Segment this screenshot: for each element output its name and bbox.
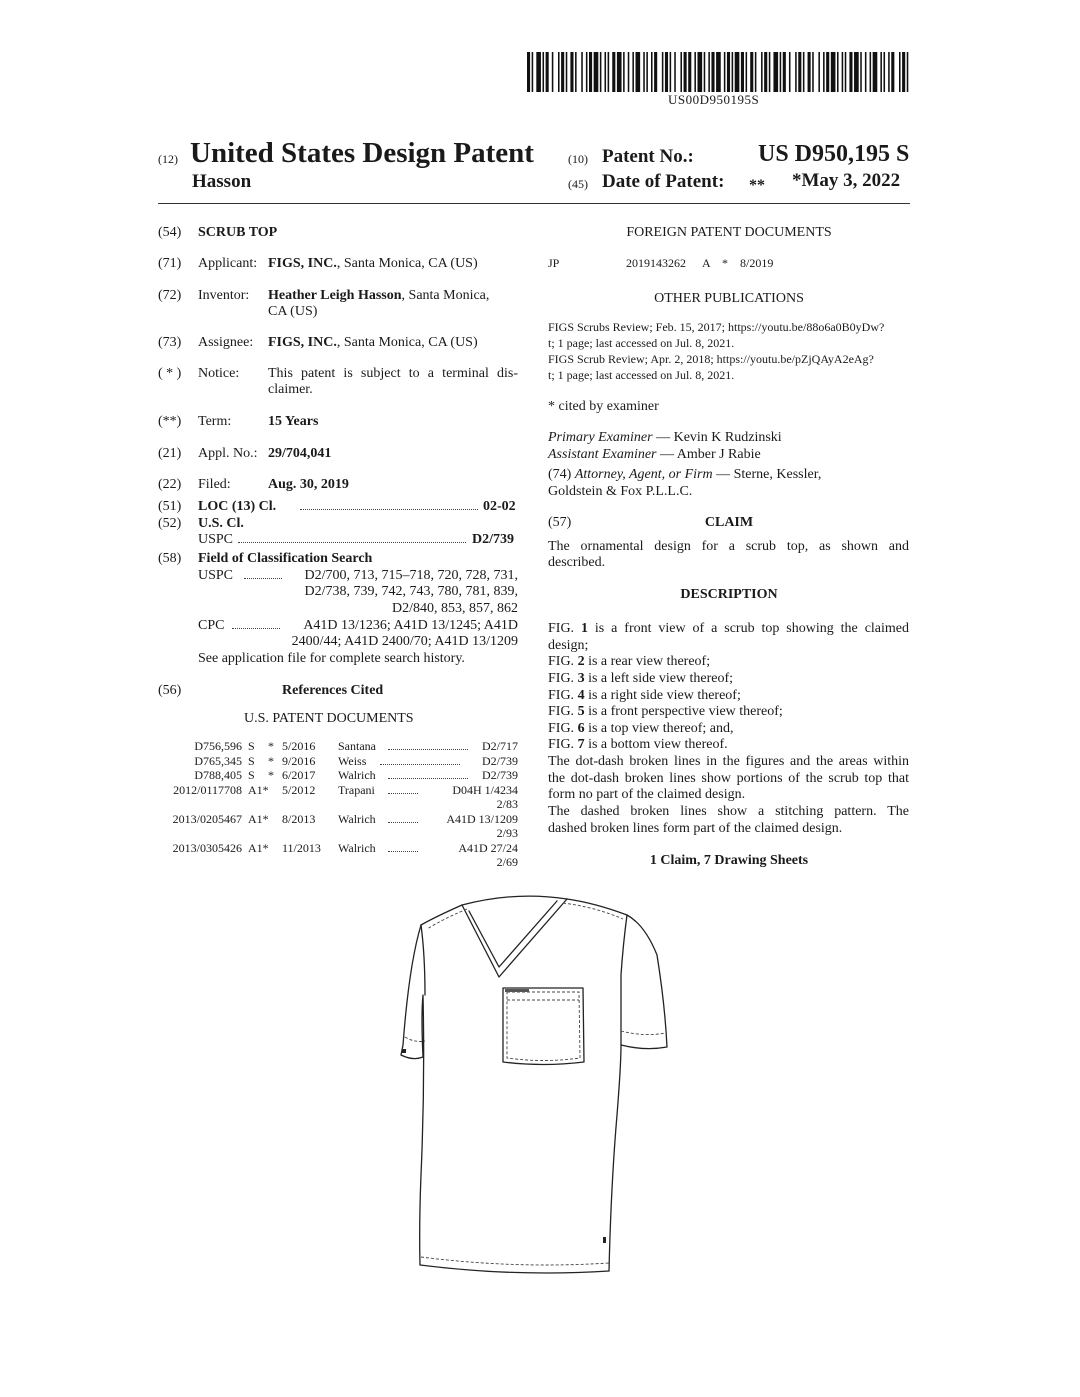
barcode-bar xyxy=(665,52,668,92)
field-51-code: (51) xyxy=(158,499,182,514)
header-rule xyxy=(158,203,910,204)
barcode-bar xyxy=(711,52,714,92)
ref-class: D2/739 xyxy=(482,768,518,782)
shirt-right-armhole xyxy=(621,915,627,1045)
shirt-left-side xyxy=(420,995,424,1265)
ref-date: 11/2013 xyxy=(282,840,321,855)
publication-line: t; 1 page; last accessed on Jul. 8, 2021. xyxy=(548,336,735,350)
barcode-bar xyxy=(780,52,782,92)
description-line: FIG. 3 is a left side view thereof; xyxy=(548,670,734,686)
description-line: the dot-dash broken lines show portions of the scrub top that xyxy=(548,770,909,786)
ref-date: 8/2013 xyxy=(282,811,316,826)
filed-label: Filed: xyxy=(198,477,231,492)
barcode-bar xyxy=(543,52,545,92)
ref-date: 5/2016 xyxy=(282,739,316,753)
barcode-bar xyxy=(589,52,592,92)
barcode-bar xyxy=(643,52,645,92)
shirt-right-sleeve xyxy=(621,915,667,1049)
field-58-code: (58) xyxy=(158,551,182,566)
term-code: (**) xyxy=(158,414,182,429)
ref-kind: A1* xyxy=(248,811,269,826)
barcode-bar xyxy=(716,52,721,92)
leader-dots xyxy=(388,793,418,794)
ref-star: * xyxy=(268,739,274,753)
ref-star: * xyxy=(268,753,274,768)
ref-name: Santana xyxy=(338,739,376,753)
description-line: form no part of the claimed design. xyxy=(548,787,746,803)
barcode-bar xyxy=(600,52,602,92)
patent-number: US D950,195 S xyxy=(758,141,910,167)
patent-no-label: Patent No.: xyxy=(602,146,694,167)
shirt-front-v-neck xyxy=(462,899,567,977)
foreign-date: 8/2019 xyxy=(740,256,774,270)
appl-no-value: 29/704,041 xyxy=(268,446,332,461)
leader-dots xyxy=(380,764,460,765)
attorney: (74) Attorney, Agent, or Firm — Sterne, Kessler, xyxy=(548,467,822,482)
barcode-bar xyxy=(732,52,734,92)
description-line: dashed broken lines form part of the claimed design. xyxy=(548,820,843,836)
barcode-bar xyxy=(845,52,847,92)
inventor-label: Inventor: xyxy=(198,288,250,303)
barcode-bar xyxy=(694,52,696,92)
barcode-bar xyxy=(812,52,814,92)
barcode-bar xyxy=(724,52,726,92)
ref-number: 2013/0205467 xyxy=(172,811,242,826)
barcode-bar xyxy=(795,52,797,92)
barcode-bar xyxy=(854,52,859,92)
foreign-star: * xyxy=(722,256,728,270)
barcode-bar xyxy=(831,52,836,92)
barcode-bar xyxy=(704,52,706,92)
claim-title: CLAIM xyxy=(704,515,754,530)
inventor-value: Heather Leigh Hasson, Santa Monica, xyxy=(268,288,490,303)
scrub-top-drawing xyxy=(395,885,685,1285)
barcode-bar xyxy=(558,52,560,92)
shirt-left-sleeve xyxy=(401,925,423,1059)
barcode-bar xyxy=(688,52,691,92)
barcode-bar xyxy=(884,52,886,92)
description-line: FIG. 6 is a top view thereof; and, xyxy=(548,720,734,736)
barcode-bar xyxy=(674,52,676,92)
shirt-pocket xyxy=(503,988,584,1065)
us-class-value: D2/739 xyxy=(472,532,514,547)
leader-dots xyxy=(244,578,282,579)
ref-kind: A1* xyxy=(248,782,269,797)
right-column xyxy=(548,224,910,874)
title-of-design: SCRUB TOP xyxy=(198,225,278,240)
barcode-bar xyxy=(552,52,554,92)
barcode-bar xyxy=(727,52,730,92)
description-line: design; xyxy=(548,637,589,653)
search-uspc-label: USPC xyxy=(198,568,234,583)
field-52-code: (52) xyxy=(158,516,182,531)
field-21-code: (21) xyxy=(158,446,182,461)
leader-dots xyxy=(232,628,280,629)
barcode xyxy=(527,52,911,92)
cited-by-examiner: * cited by examiner xyxy=(548,399,659,414)
uspc-label: USPC xyxy=(198,532,234,547)
ref-class-secondary: 2/69 xyxy=(496,855,518,869)
ref-kind: A1* xyxy=(248,840,269,855)
code-45: (45) xyxy=(568,177,588,191)
barcode-bar xyxy=(891,52,894,92)
description-line: FIG. 1 is a front view of a scrub top showing the claimed xyxy=(548,621,909,636)
description-title: DESCRIPTION xyxy=(680,587,778,602)
search-cpc-label: CPC xyxy=(198,618,225,633)
ref-number: D756,596 xyxy=(194,739,242,753)
search-uspc-line: D2/700, 713, 715–718, 720, 728, 731, xyxy=(304,568,518,583)
notice-line-2: claimer. xyxy=(268,382,313,397)
ref-class: D2/739 xyxy=(482,753,518,768)
barcode-bar xyxy=(628,52,630,92)
claims-drawing-sheets: 1 Claim, 7 Drawing Sheets xyxy=(649,853,809,868)
other-publications-title: OTHER PUBLICATIONS xyxy=(654,291,804,306)
barcode-bar xyxy=(608,52,610,92)
term-value: 15 Years xyxy=(268,414,319,429)
barcode-bar xyxy=(783,52,786,92)
field-73-code: (73) xyxy=(158,335,182,350)
ref-date: 6/2017 xyxy=(282,768,316,782)
shirt-v-neck-band xyxy=(469,901,557,967)
ref-star: * xyxy=(268,768,274,782)
us-class-label: U.S. Cl. xyxy=(198,516,244,531)
assignee-label: Assignee: xyxy=(198,335,254,350)
ref-class: D2/717 xyxy=(482,739,518,753)
claim-text-line-2: described. xyxy=(548,555,606,570)
field-22-code: (22) xyxy=(158,477,182,492)
search-cpc-line: 2400/44; A41D 2400/70; A41D 13/1209 xyxy=(291,634,518,649)
barcode-bar xyxy=(698,52,703,92)
barcode-bar xyxy=(823,52,825,92)
date-stars: ** xyxy=(749,177,765,194)
reference-row xyxy=(160,812,520,827)
description-line: FIG. 5 is a front perspective view thereof; xyxy=(548,704,783,720)
barcode-bar xyxy=(527,52,530,92)
document-number: US00D950195S xyxy=(668,92,760,107)
code-10: (10) xyxy=(568,152,588,166)
barcode-bar xyxy=(670,52,672,92)
ref-number: 2012/0117708 xyxy=(173,782,242,797)
field-of-search-label: Field of Classification Search xyxy=(198,551,373,566)
barcode-bar xyxy=(632,52,634,92)
barcode-bar xyxy=(575,52,577,92)
shirt-hem xyxy=(420,1265,609,1273)
barcode-bar xyxy=(735,52,740,92)
barcode-bar xyxy=(636,52,641,92)
barcode-bar xyxy=(561,52,564,92)
notice-line-1: This patent is subject to a terminal dis- xyxy=(268,366,518,381)
shirt-left-armhole xyxy=(421,925,425,995)
barcode-bar xyxy=(662,52,664,92)
barcode-bar xyxy=(826,52,829,92)
references-cited-title: References Cited xyxy=(282,683,384,698)
description-line: The dot-dash broken lines in the figures and the areas within xyxy=(548,753,909,769)
barcode-bar xyxy=(899,52,901,92)
shirt-pocket-stitching xyxy=(507,992,580,1061)
reference-row xyxy=(160,841,520,856)
reference-row xyxy=(160,739,520,754)
ref-name: Trapani xyxy=(338,782,375,797)
loc-class-label: LOC (13) Cl. xyxy=(198,499,277,514)
barcode-bar xyxy=(837,52,839,92)
ref-date: 9/2016 xyxy=(282,753,316,768)
notice-code: ( * ) xyxy=(158,366,182,381)
barcode-bar xyxy=(684,52,687,92)
field-56-code: (56) xyxy=(158,683,182,698)
leader-dots xyxy=(388,778,468,779)
patent-date: *May 3, 2022 xyxy=(792,170,901,191)
barcode-bar xyxy=(902,52,905,92)
barcode-bar xyxy=(865,52,867,92)
term-label: Term: xyxy=(198,414,232,429)
barcode-bar xyxy=(761,52,763,92)
description-line: The dashed broken lines show a stitching pattern. The xyxy=(548,803,909,819)
shirt-side-tag xyxy=(603,1237,606,1243)
primary-examiner: Primary Examiner — Kevin K Rudzinski xyxy=(548,430,782,445)
barcode-bar xyxy=(605,52,607,92)
shirt-right-side xyxy=(609,1045,621,1271)
barcode-bar xyxy=(746,52,748,92)
ref-class-secondary: 2/93 xyxy=(496,826,518,840)
barcode-bar xyxy=(755,52,757,92)
shirt-right-shoulder xyxy=(567,899,627,915)
reference-row xyxy=(160,754,520,769)
ref-class: A41D 13/1209 xyxy=(446,811,518,826)
patent-type-title: United States Design Patent xyxy=(190,137,534,169)
ref-name: Walrich xyxy=(338,768,376,782)
field-71-code: (71) xyxy=(158,256,182,271)
barcode-bar xyxy=(769,52,771,92)
barcode-bar xyxy=(808,52,811,92)
loc-class-value: 02-02 xyxy=(483,499,516,514)
leader-dots xyxy=(388,749,468,750)
barcode-bar xyxy=(532,52,534,92)
ref-date: 5/2012 xyxy=(282,782,316,797)
shirt-back-neckline xyxy=(462,896,567,905)
barcode-bar xyxy=(708,52,710,92)
code-12: (12) xyxy=(158,152,178,166)
filed-value: Aug. 30, 2019 xyxy=(268,477,349,492)
barcode-bar xyxy=(789,52,791,92)
ref-kind: S xyxy=(248,739,255,753)
barcode-bar xyxy=(849,52,852,92)
foreign-number: 2019143262 xyxy=(626,256,686,270)
shirt-left-shoulder xyxy=(421,905,462,925)
barcode-bar xyxy=(546,52,549,92)
applicant-value: FIGS, INC., Santa Monica, CA (US) xyxy=(268,256,478,271)
publication-line: FIGS Scrub Review; Apr. 2, 2018; https://youtu.be/pZjQAyA2eAg? xyxy=(548,352,874,366)
barcode-bar xyxy=(651,52,653,92)
barcode-bar xyxy=(646,52,648,92)
shirt-hem-stitching xyxy=(421,1257,609,1265)
barcode-bar xyxy=(654,52,657,92)
barcode-bar xyxy=(566,52,568,92)
attorney-firm: Goldstein & Fox P.L.L.C. xyxy=(548,484,693,499)
ref-number: 2013/0305426 xyxy=(172,840,242,855)
assignee-value: FIGS, INC., Santa Monica, CA (US) xyxy=(268,335,478,350)
search-history-note: See application file for complete search history. xyxy=(198,651,465,666)
barcode-bar xyxy=(750,52,753,92)
barcode-bar xyxy=(623,52,625,92)
applicant-label: Applicant: xyxy=(198,256,258,271)
description-line: FIG. 7 is a bottom view thereof. xyxy=(548,737,728,753)
ref-name: Walrich xyxy=(338,840,376,855)
barcode-bar xyxy=(818,52,820,92)
field-72-code: (72) xyxy=(158,288,182,303)
barcode-bar xyxy=(907,52,909,92)
date-of-patent-label: Date of Patent: xyxy=(602,171,725,192)
description-line: FIG. 4 is a right side view thereof; xyxy=(548,687,741,703)
barcode-bar xyxy=(888,52,890,92)
field-54-code: (54) xyxy=(158,225,182,240)
barcode-bar xyxy=(870,52,872,92)
foreign-country: JP xyxy=(548,256,560,270)
leader-dots xyxy=(388,822,418,823)
barcode-bar xyxy=(741,52,744,92)
claim-code: (57) xyxy=(548,515,572,530)
ref-name: Weiss xyxy=(338,753,367,768)
shirt-pocket-label xyxy=(505,989,529,992)
notice-label: Notice: xyxy=(198,366,240,381)
barcode-bar xyxy=(594,52,599,92)
barcode-bar xyxy=(803,52,805,92)
ref-number: D788,405 xyxy=(194,768,242,782)
barcode-bar xyxy=(586,52,588,92)
shirt-sleeve-tag xyxy=(402,1049,406,1053)
barcode-bar xyxy=(570,52,573,92)
ref-kind: S xyxy=(248,768,255,782)
barcode-bar xyxy=(617,52,622,92)
inventor-location: CA (US) xyxy=(268,304,318,319)
inventor-surname: Hasson xyxy=(192,171,252,192)
appl-no-label: Appl. No.: xyxy=(198,446,258,461)
ref-class: A41D 27/24 xyxy=(458,840,518,855)
ref-kind: S xyxy=(248,753,255,768)
search-cpc-line: A41D 13/1236; A41D 13/1245; A41D xyxy=(303,618,518,633)
ref-number: D765,345 xyxy=(194,753,242,768)
foreign-kind: A xyxy=(702,256,711,270)
barcode-bar xyxy=(773,52,778,92)
search-uspc-line: D2/840, 853, 857, 862 xyxy=(392,601,518,616)
leader-dots xyxy=(300,509,478,510)
us-patent-documents-title: U.S. PATENT DOCUMENTS xyxy=(244,711,414,726)
ref-class: D04H 1/4234 xyxy=(452,782,518,797)
search-uspc-line: D2/738, 739, 742, 743, 780, 781, 839, xyxy=(304,584,518,599)
barcode-bar xyxy=(536,52,541,92)
barcode-bar xyxy=(873,52,878,92)
barcode-bar xyxy=(842,52,844,92)
description-line: FIG. 2 is a rear view thereof; xyxy=(548,654,711,670)
shirt-right-sleeve-hem-stitching xyxy=(621,1031,665,1035)
publication-line: FIGS Scrubs Review; Feb. 15, 2017; https://youtu.be/88o6a0B0yDw? xyxy=(548,320,885,334)
foreign-documents-title: FOREIGN PATENT DOCUMENTS xyxy=(626,225,832,240)
ref-name: Walrich xyxy=(338,811,376,826)
claim-text-line-1: The ornamental design for a scrub top, as shown and xyxy=(548,539,909,554)
publication-line: t; 1 page; last accessed on Jul. 8, 2021. xyxy=(548,368,735,382)
leader-dots xyxy=(388,851,418,852)
barcode-bar xyxy=(860,52,862,92)
reference-row xyxy=(160,768,520,783)
barcode-bar xyxy=(798,52,801,92)
assistant-examiner: Assistant Examiner — Amber J Rabie xyxy=(548,447,761,462)
barcode-bar xyxy=(880,52,882,92)
barcode-bar xyxy=(680,52,682,92)
barcode-bar xyxy=(612,52,615,92)
reference-row xyxy=(160,783,520,798)
ref-class-secondary: 2/83 xyxy=(496,797,518,811)
barcode-bar xyxy=(764,52,767,92)
leader-dots xyxy=(238,542,466,543)
barcode-bar xyxy=(581,52,583,92)
